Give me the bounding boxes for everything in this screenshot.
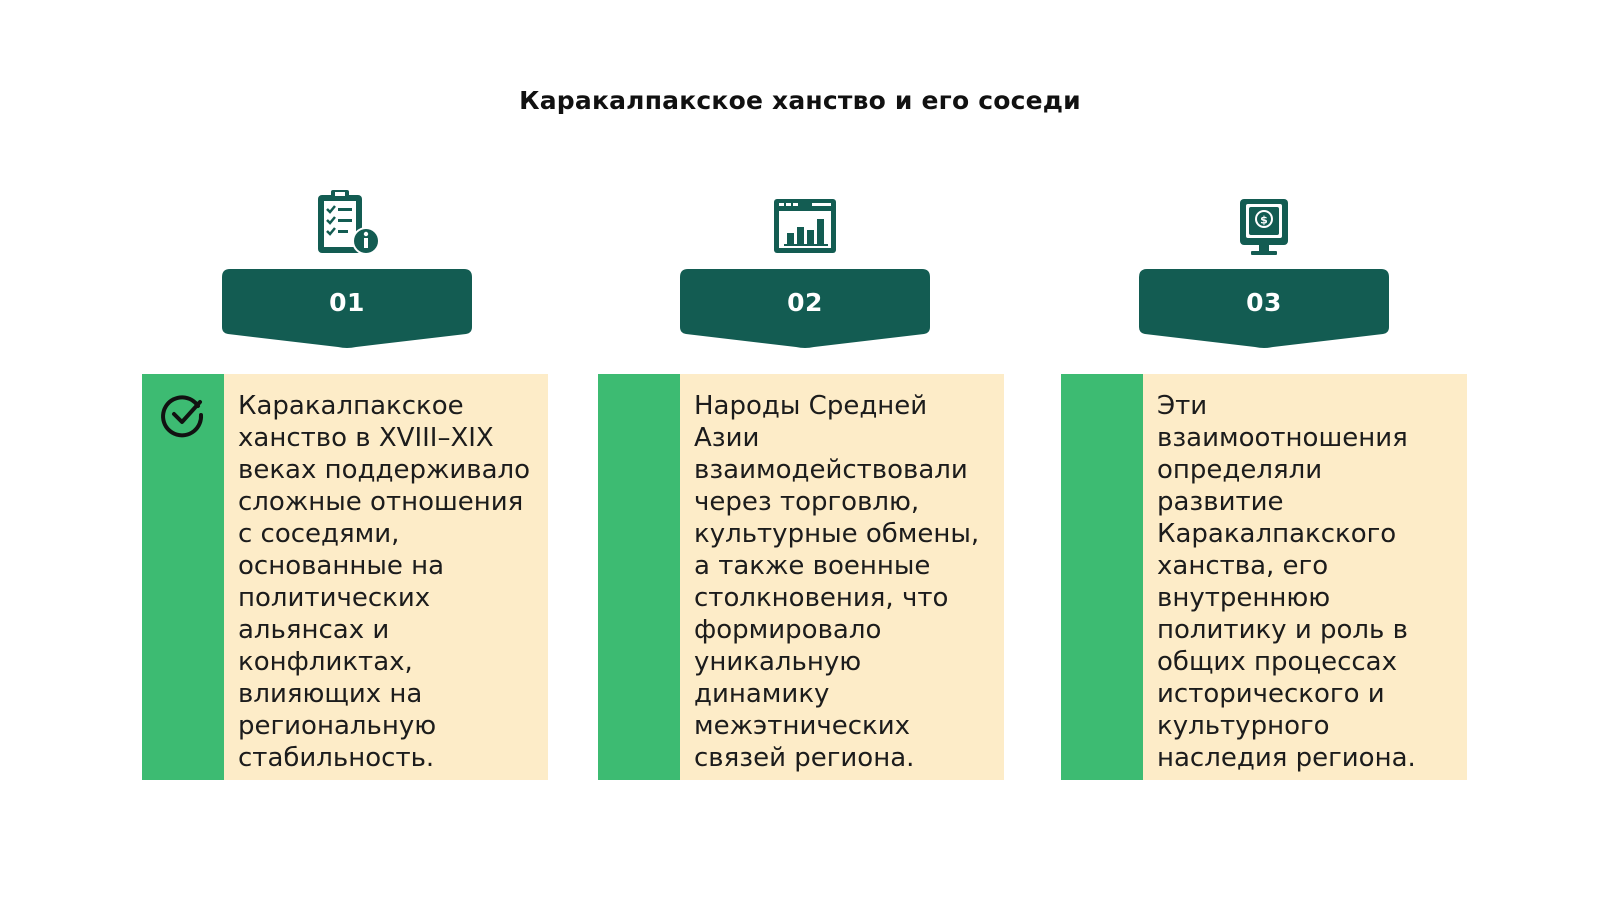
card-stripe-3 xyxy=(1061,374,1143,780)
check-circle-icon xyxy=(160,392,206,442)
card-text-3: Эти взаимоотношения определяли развитие Каракалпакского ханства, его внутреннюю политику и роль в общих процессах исторического и культурного наследия региона. xyxy=(1157,391,1416,773)
info-card-1 xyxy=(142,374,548,780)
info-card-3 xyxy=(1061,374,1467,780)
number-badge-label-3: 03 xyxy=(1246,287,1282,317)
card-stripe-2 xyxy=(598,374,680,780)
card-stripe-1 xyxy=(142,374,224,780)
card-text-1: Каракалпакское ханство в XVIII–XIX веках поддерживало сложные отношения с соседями, основанные на политических альянсах и конфликтах, влияющих на региональную стабильность. xyxy=(238,391,531,773)
svg-text:$: $ xyxy=(1260,213,1268,227)
number-badge-3 xyxy=(1139,269,1389,351)
clipboard-checklist-info-icon xyxy=(222,185,472,257)
card-body-1 xyxy=(224,374,548,780)
browser-bar-chart-icon xyxy=(680,185,930,257)
card-body-2 xyxy=(680,374,1004,780)
card-text-2: Народы Средней Азии взаимодействовали через торговлю, культурные обмены, а также военные столкновения, что формировало уникальную динамику межэтнических связей региона. xyxy=(694,391,980,773)
number-badge-label-1: 01 xyxy=(329,287,365,317)
column-header-2 xyxy=(680,185,930,350)
slide-title: Каракалпакское ханство и его соседи xyxy=(519,86,1081,115)
column-header-1 xyxy=(222,185,472,350)
info-card-2 xyxy=(598,374,1004,780)
number-badge-2 xyxy=(680,269,930,351)
column-header-3 xyxy=(1139,185,1389,350)
number-badge-1 xyxy=(222,269,472,351)
monitor-dollar-icon xyxy=(1139,185,1389,257)
card-body-3 xyxy=(1143,374,1467,780)
number-badge-label-2: 02 xyxy=(787,287,823,317)
